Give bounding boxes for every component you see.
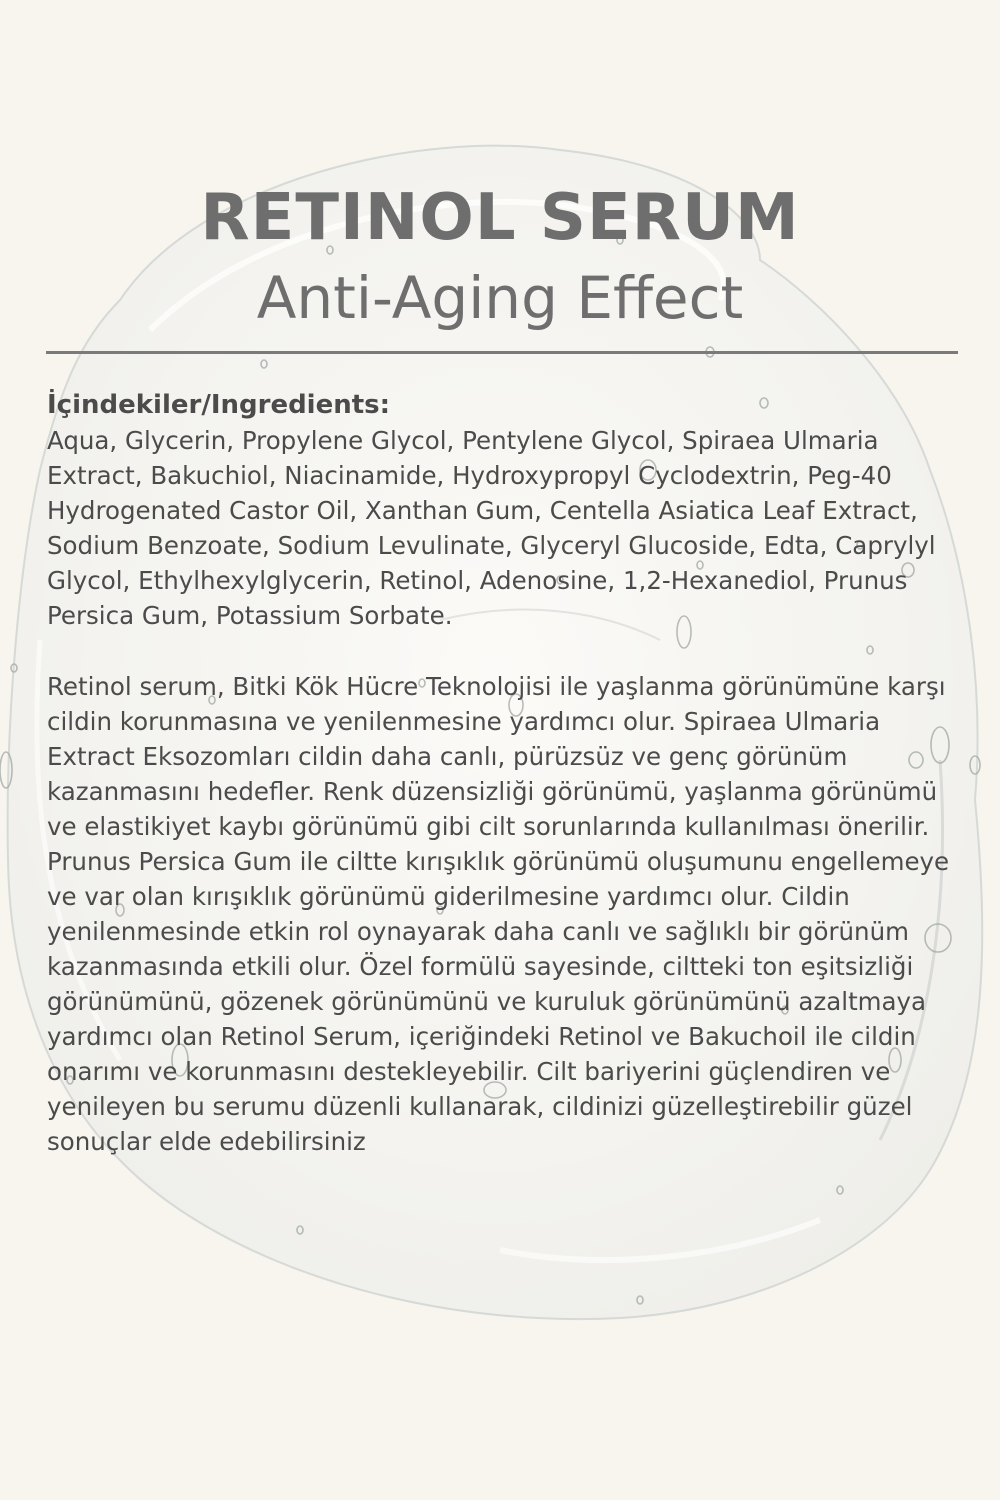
ingredients-label: İçindekiler/Ingredients: <box>47 390 391 420</box>
ingredients-list: Aqua, Glycerin, Propylene Glycol, Pentylene Glycol, Spiraea Ulmaria Extract, Bakuchiol, Niacinamide, Hydroxypropyl Cyclodextrin, Peg-40 Hydrogenated Castor Oil, Xanthan Gum, Centella Asiatica Leaf Extract, Sodium Benzoate, Sodium Levulinate, Glyceryl Glucoside, Edta, Caprylyl Glycol, Ethylhexylglycerin, Retinol, Adenosine, 1,2-Hexanediol, Prunus Persica Gum, Potassium Sorbate. <box>47 426 936 630</box>
product-description: Retinol serum, Bitki Kök Hücre Teknolojisi ile yaşlanma görünümüne karşı cildin korunmasına ve yenilenmesine yardımcı olur. Spiraea Ulmaria Extract Eksozomları cildin daha canlı, pürüzsüz ve genç görünüm kazanmasını hedefler. Renk düzensizliği görünümü, yaşlanma görünümü ve elastikiyet kaybı görünümü gibi cilt sorunlarında kullanılması önerilir. Prunus Persica Gum ile ciltte kırışıklık görünümü oluşumunu engellemeye ve var olan kırışıklık görünümü giderilmesine yardımcı olur. Cildin yenilenmesinde etkin rol oynayarak daha canlı ve sağlıklı bir görünüm kazanmasında etkili olur. Özel formülü sayesinde, ciltteki ton eşitsizliği görünümünü, gözenek görünümünü ve kuruluk görünümünü azaltmaya yardımcı olan Retinol Serum, içeriğindeki Retinol ve Bakuchoil ile cildin onarımı ve korunmasını destekleyebilir. Cilt bariyerini güçlendiren ve yenileyen bu serumu düzenli kullanarak, cildinizi güzelleştirebilir güzel sonuçlar elde edebilirsiniz <box>47 672 950 1156</box>
product-subtitle: Anti-Aging Effect <box>256 264 744 332</box>
header-divider <box>46 351 958 354</box>
product-title: RETINOL SERUM <box>200 181 800 255</box>
product-details <box>47 388 967 1159</box>
